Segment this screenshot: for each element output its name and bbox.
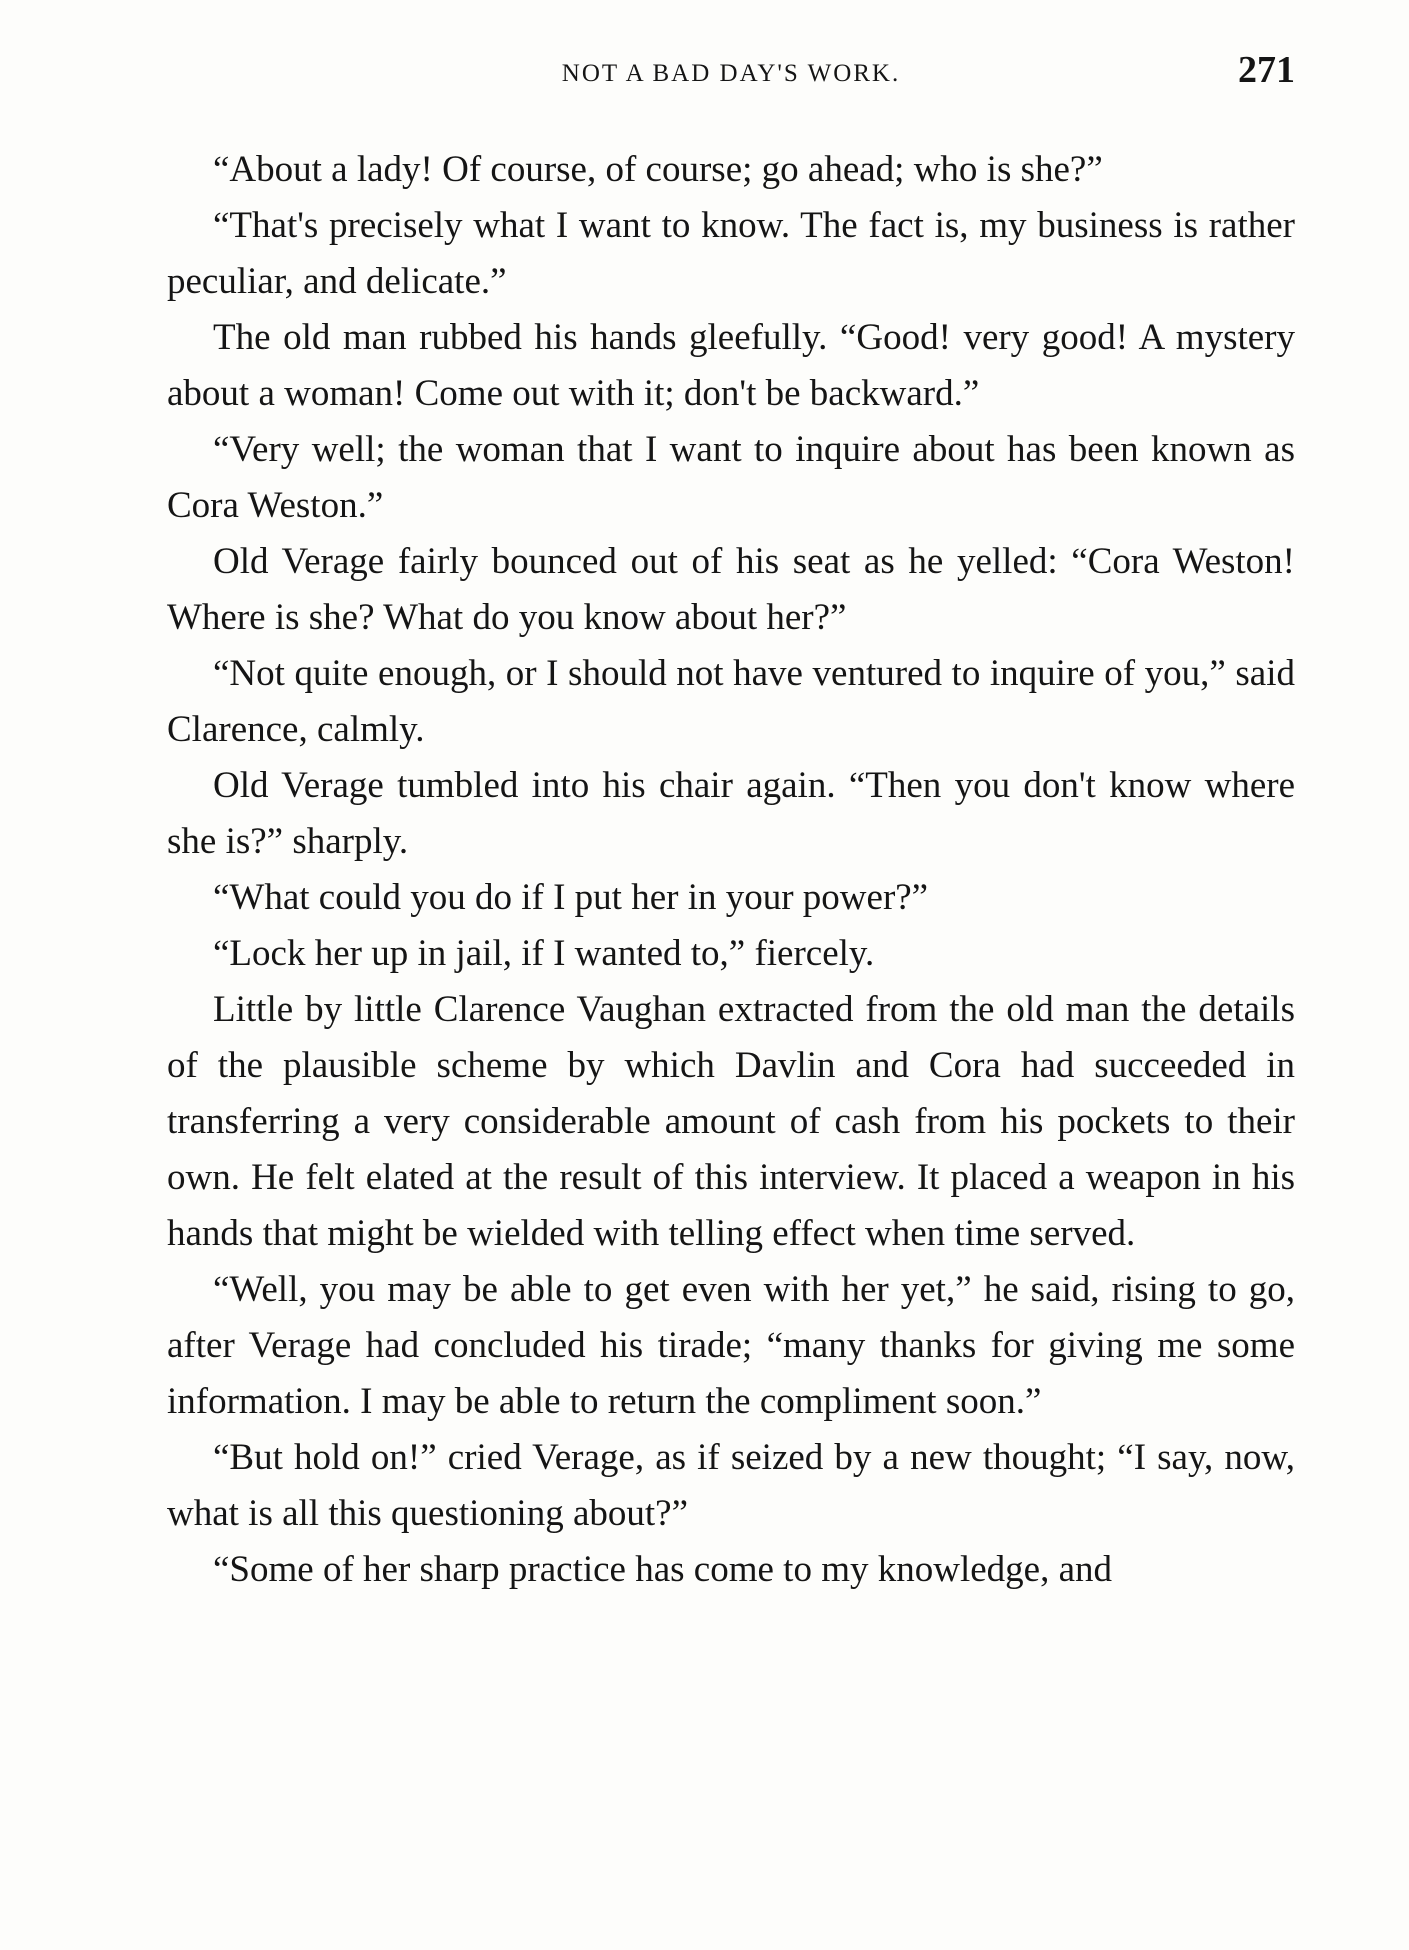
running-title: NOT A BAD DAY'S WORK. [561,60,901,87]
paragraph: “That's precisely what I want to know. The fact is, my business is rather peculiar, and delicate.” [167,205,1295,302]
paragraph: “Very well; the woman that I want to inquire about has been known as Cora Weston.” [167,429,1295,526]
paragraph: “Some of her sharp practice has come to my knowledge, and [213,1549,1113,1590]
paragraph: The old man rubbed his hands gleefully. “Good! very good! A mystery about a woman! Come out with it; don't be backward.” [167,317,1295,414]
paragraph: “Well, you may be able to get even with her yet,” he said, rising to go, after Verage had concluded his tirade; “many thanks for giving me some information. I may be able to return the compliment soon.” [167,1269,1295,1422]
paragraph: Old Verage tumbled into his chair again. “Then you don't know where she is?” sharply. [167,765,1295,862]
paragraph: “Not quite enough, or I should not have ventured to inquire of you,” said Clarence, calmly. [167,653,1295,750]
body-text [167,142,1295,1598]
page-number: 271 [1238,49,1295,91]
paragraph: “Lock her up in jail, if I wanted to,” fiercely. [213,933,875,974]
paragraph: “About a lady! Of course, of course; go ahead; who is she?” [213,149,1103,190]
paragraph: Little by little Clarence Vaughan extracted from the old man the details of the plausible scheme by which Davlin and Cora had succeeded in transferring a very considerable amount of cash from his pockets to their own. He felt elated at the result of this interview. It placed a weapon in his hands that might be wielded with telling effect when time served. [167,989,1295,1254]
paragraph: “What could you do if I put her in your power?” [213,877,929,918]
paragraph: Old Verage fairly bounced out of his seat as he yelled: “Cora Weston! Where is she? What do you know about her?” [167,541,1295,638]
running-header [167,48,1295,108]
paragraph: “But hold on!” cried Verage, as if seized by a new thought; “I say, now, what is all this questioning about?” [167,1437,1295,1534]
